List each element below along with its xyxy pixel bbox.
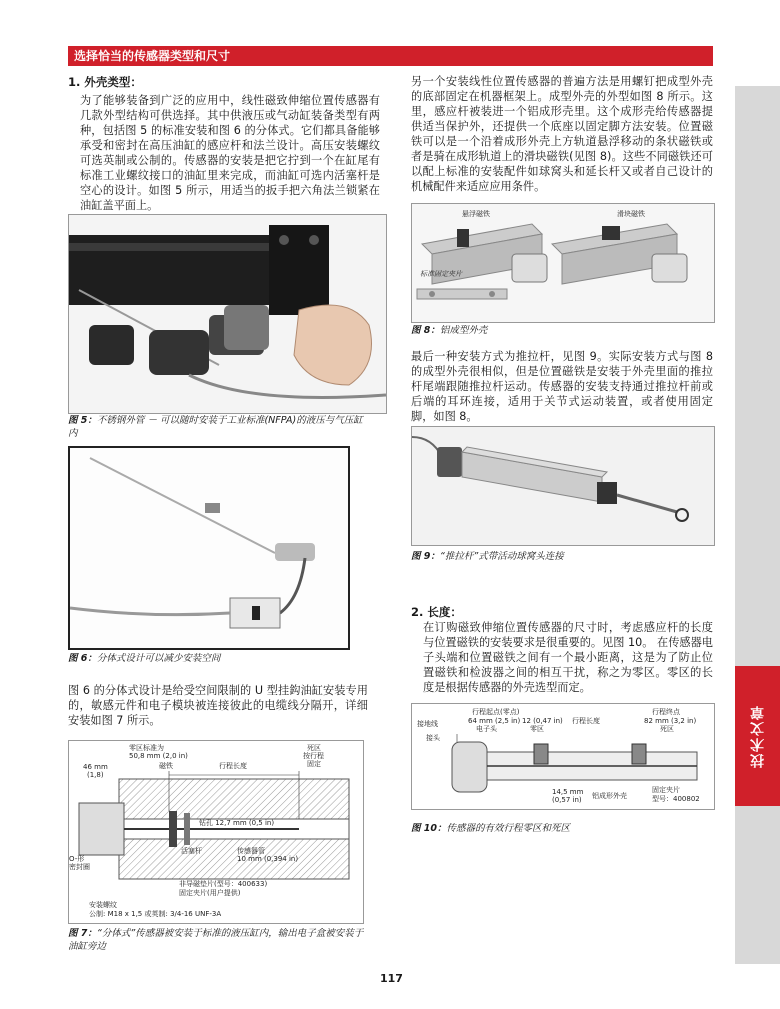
figure8-number: 图 8： [411, 325, 440, 336]
section1-paragraph1: 为了能够装备到广泛的应用中，线性磁致伸缩位置传感器有几款外型结构可供选择。其中供液压或气动缸装备类型有两种，包括图 5 的标准安装和图 6 的分体式。它们都具备能够承受和密封在高压油缸的感应杆和法兰设计。高压安装螺纹可选英制或公制的。传感器的安装是把它拧到一个在缸尾有标准工业螺纹接口的油缸里来完成，而油缸可选内活塞杆是空心的设计。如图 5 所示，用适当的扳手把六角法兰锁紧在油缸盖平面上。 [80, 94, 380, 212]
fig7-label-piston: 活塞杆 [181, 847, 202, 855]
figure10-caption [411, 822, 570, 835]
figure9-number: 图 9： [411, 551, 440, 562]
figure8-caption [411, 324, 487, 337]
fig7-label-oring: O-形 [69, 855, 85, 863]
fig7-label-by-stroke: 按行程 [303, 752, 324, 760]
section-header [68, 46, 713, 66]
section-title: 选择恰当的传感器类型和尺寸 [74, 49, 231, 63]
fig7-label-dead-zone: 死区 [307, 744, 321, 752]
figure6-caption [68, 652, 220, 665]
fig7-label-drill: 钻孔 12,7 mm (0,5 in) [199, 819, 275, 827]
fig10-label-dim145: 14,5 mm [552, 788, 584, 796]
fig10-label-dead-zone: 死区 [660, 725, 674, 733]
fig10-label-model: 型号：400802 [652, 795, 700, 803]
section1-heading: 1. 外壳类型： [68, 75, 142, 89]
figure6-caption-text: 分体式设计可以减少安装空间 [96, 653, 221, 664]
figure5-caption [68, 414, 368, 440]
fig10-label-fixed-clip: 固定夹片 [652, 786, 680, 794]
figure7-caption-text: “分体式”传感器被安装于标准的液压缸内，输出电子盒被安装于油缸旁边 [68, 928, 364, 952]
fig10-label-stroke-len: 行程长度 [572, 717, 600, 725]
figure6-number: 图 6： [68, 653, 97, 664]
fig7-label-deadzone-val: 50,8 mm (2,0 in) [129, 752, 188, 760]
figure10-caption-text: 传感器的有效行程零区和死区 [446, 823, 571, 834]
figure5-image [68, 214, 387, 414]
figure10-drawing [412, 704, 714, 809]
fig10-label-dim64: 64 mm (2,5 in) [468, 717, 521, 725]
fig7-label-dim46in: (1,8) [87, 771, 104, 779]
figure9-caption-text: “推拉杆”式带活动球窝头连接 [439, 551, 564, 562]
section1-paragraph2: 图 6 的分体式设计是给受空间限制的 U 型挂鈎油缸安装专用的，敏感元件和电子模块被连接彼此的电缆线分隔开，详细安装如图 7 所示。 [68, 684, 368, 727]
figure10-number: 图 10： [411, 823, 447, 834]
fig10-label-dim12: 12 (0,47 in) [522, 717, 563, 725]
figure6-illustration [70, 448, 348, 648]
side-tab-background [735, 86, 780, 964]
figure8-image [411, 203, 715, 323]
fig10-label-zero-zone: 零区 [530, 725, 544, 733]
fig10-label-elec-head: 电子头 [476, 725, 497, 733]
fig8-label-float: 悬浮磁铁 [462, 210, 490, 218]
fig10-label-dim145in: (0,57 in) [552, 796, 582, 804]
fig7-label-thread-spec: 公制: M18 x 1,5 或英制: 3/4-16 UNF-3A [89, 910, 222, 918]
figure5-illustration [69, 215, 386, 413]
figure10-diagram [411, 703, 715, 810]
fig8-label-clip: 标准固定夹片 [420, 270, 462, 278]
section2-paragraph1: 在订购磁致伸缩位置传感器的尺寸时，考虑感应杆的长度与位置磁铁的安装要求是很重要的。见图 10。 在传感器电子头端和位置磁铁之间有一个最小距离，这是为了防止位置磁铁和检波器之间的相互干扰，称之为零区。零区的长度是根据传感器的外壳选型而定。 [423, 621, 713, 694]
fig7-label-stroke: 行程长度 [219, 762, 247, 770]
fig10-label-connector: 接头 [426, 734, 440, 742]
fig7-label-clip: 固定夹片(用户提供) [179, 889, 241, 897]
figure9-caption [411, 550, 564, 563]
figure9-illustration [412, 427, 714, 545]
fig7-label-fixed: 固定 [307, 760, 321, 768]
fig10-label-alu: 铝成形外壳 [592, 792, 627, 800]
figure7-number: 图 7： [68, 928, 97, 939]
fig7-label-tube: 传感器管 [237, 847, 265, 855]
figure5-number: 图 5： [68, 415, 97, 426]
fig10-label-dim82: 82 mm (3,2 in) [644, 717, 697, 725]
fig7-label-seal: 密封圈 [69, 863, 90, 871]
figure9-image [411, 426, 715, 546]
figure8-caption-text: 铝成型外壳 [439, 325, 488, 336]
section2-heading: 2. 长度： [411, 605, 462, 619]
figure8-illustration [412, 204, 714, 322]
figure6-image [68, 446, 350, 650]
side-tab-label: 技术文章 [749, 704, 766, 768]
right-paragraph2: 最后一种安装方式为推拉杆，见图 9。实际安装方式与图 8 的成型外壳很相似，但是位置磁铁是安装于外壳里面的推拉杆尾端跟随推拉杆运动。传感器的安装支持通过推拉杆前或后端的耳环连接，适用于关节式运动装置，或者使用固定脚，如图 8。 [411, 350, 713, 423]
fig7-label-dim46: 46 mm [83, 763, 108, 771]
fig7-label-spacer: 非导磁垫片(型号：400633) [179, 880, 268, 888]
fig7-label-deadzone-std: 零区标准为 [129, 744, 164, 752]
fig7-label-magnet: 磁铁 [159, 762, 173, 770]
fig10-label-stroke-end: 行程终点 [652, 708, 680, 716]
figure7-diagram [68, 740, 364, 924]
figure5-caption-text: 不锈钢外管 － 可以随时安装于工业标准(NFPA)的液压与气压缸内 [68, 415, 363, 439]
side-tab-technical-articles[interactable] [735, 666, 780, 806]
fig7-label-thread: 安装螺纹 [89, 901, 117, 909]
fig8-label-slide: 滑块磁铁 [617, 210, 645, 218]
page-number: 117 [380, 972, 403, 985]
fig10-label-start-zero: 行程起点(零点) [472, 708, 520, 716]
figure7-drawing [69, 741, 363, 923]
right-paragraph1: 另一个安装线性位置传感器的普遍方法是用螺钉把成型外壳的底部固定在机器框架上。成型外壳的外型如图 8 所示。这里，感应杆被装进一个铝成形壳里。这个成形壳给传感器提供适当保护外，还提供一个底座以固定脚方法安装。位置磁铁可以是一个沿着成形外壳上方轨道悬浮移动的条状磁铁或者是骑在成形轨道上的滑块磁铁(见图 8)。这些不同磁铁还可以配上标准的安装配件如球窝头和延长杆又或者自己设计的机械配件来适应应用条件。 [411, 75, 713, 193]
figure7-caption [68, 927, 368, 953]
fig10-label-ground: 接地线 [417, 720, 438, 728]
fig7-label-tube-dim: 10 mm (0,394 in) [237, 855, 299, 863]
